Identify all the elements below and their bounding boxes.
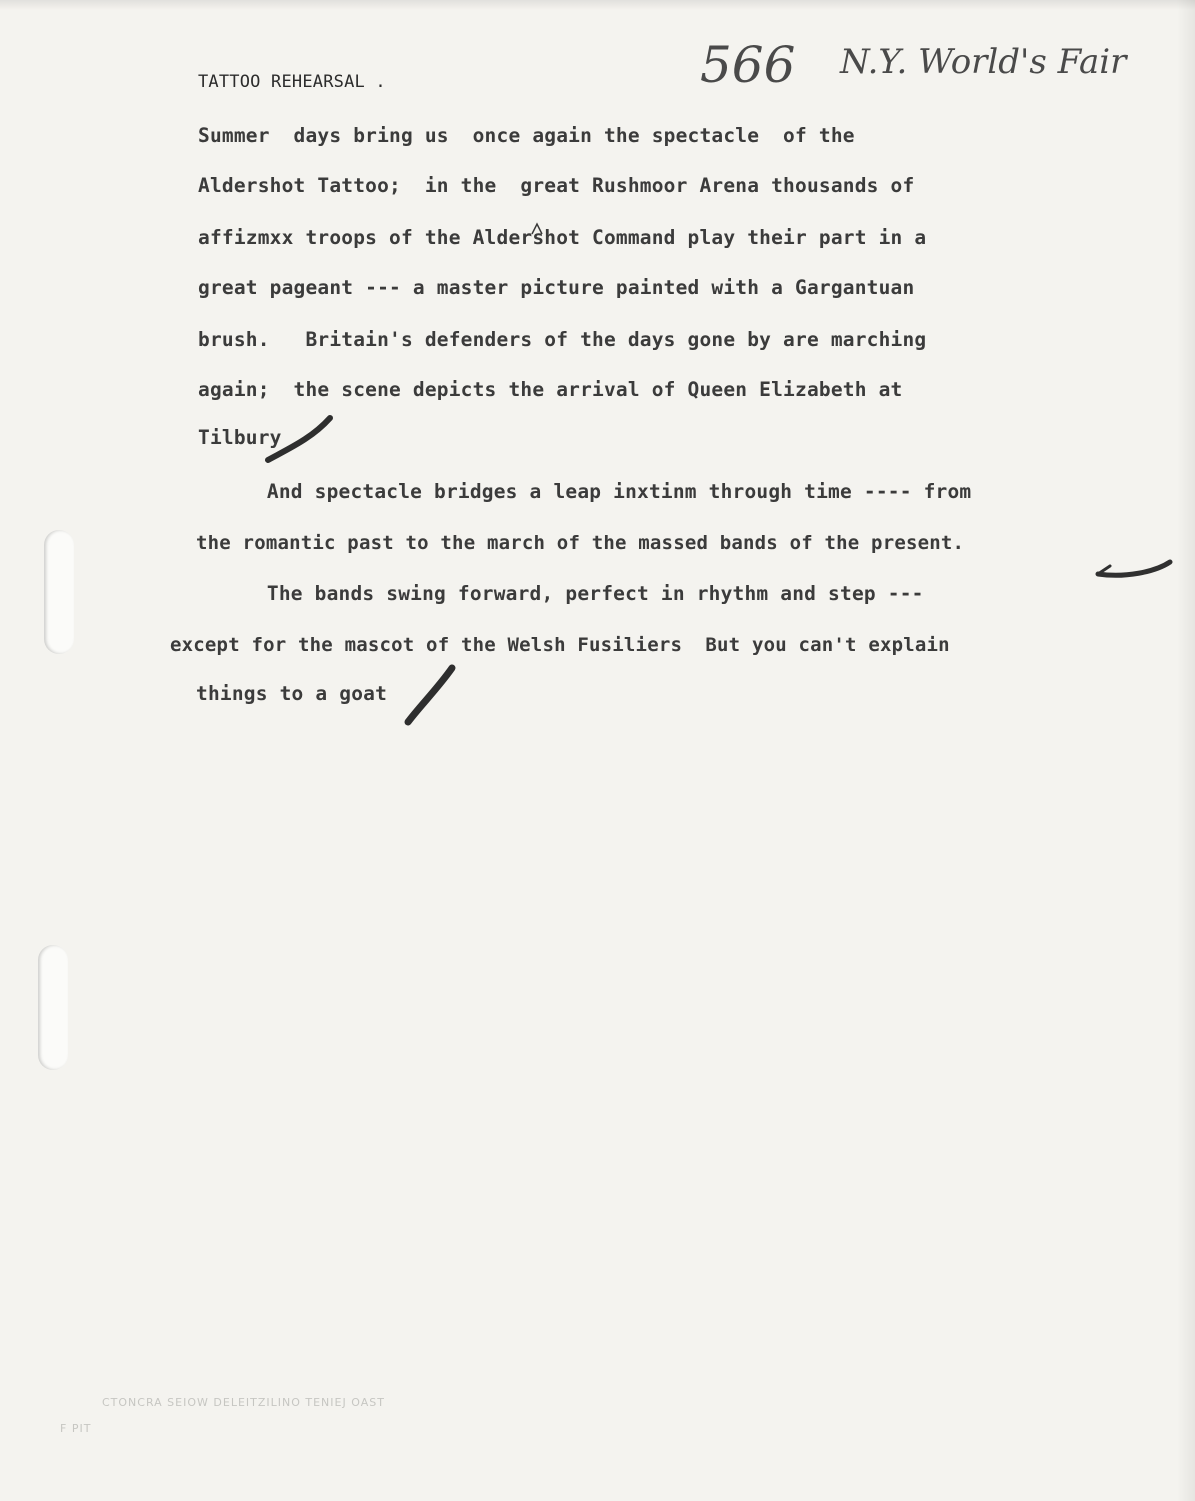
pencil-slash-goat [408,668,452,722]
body-line: Summer days bring us once again the spectacle of the [198,124,855,147]
body-line: things to a goat [196,682,388,705]
pencil-swoosh-present [1098,562,1170,575]
body-line: affizmxx troops of the Aldershot Command play their part in a [198,226,927,249]
ghost-footer-line: CTONCRA SEIOW DELEITZILINO TENIEJ OAST [102,1396,385,1409]
body-line: Tilbury [198,426,282,449]
handwritten-note: N.Y. World's Fair [840,42,1127,82]
body-line: Aldershot Tattoo; in the great Rushmoor Arena thousands of [198,174,915,197]
body-line: The bands swing forward, perfect in rhythm and step --- [243,582,924,605]
pencil-slash-tilbury [268,418,330,460]
body-line: the romantic past to the march of the massed bands of the present. [196,532,965,554]
body-line: great pageant --- a master picture painted with a Gargantuan [198,276,915,299]
body-line: except for the mascot of the Welsh Fusiliers But you can't explain [170,634,950,656]
handwritten-number: 566 [700,36,796,94]
body-line: And spectacle bridges a leap inxtinm through time ---- from [243,480,972,503]
document-title: TATTOO REHEARSAL . [198,72,386,92]
body-line: brush. Britain's defenders of the days gone by are marching [198,328,927,351]
ghost-footer-code: F PIT [60,1422,92,1435]
body-line: again; the scene depicts the arrival of Queen Elizabeth at [198,378,903,401]
pencil-caret-aldershot [532,224,542,234]
